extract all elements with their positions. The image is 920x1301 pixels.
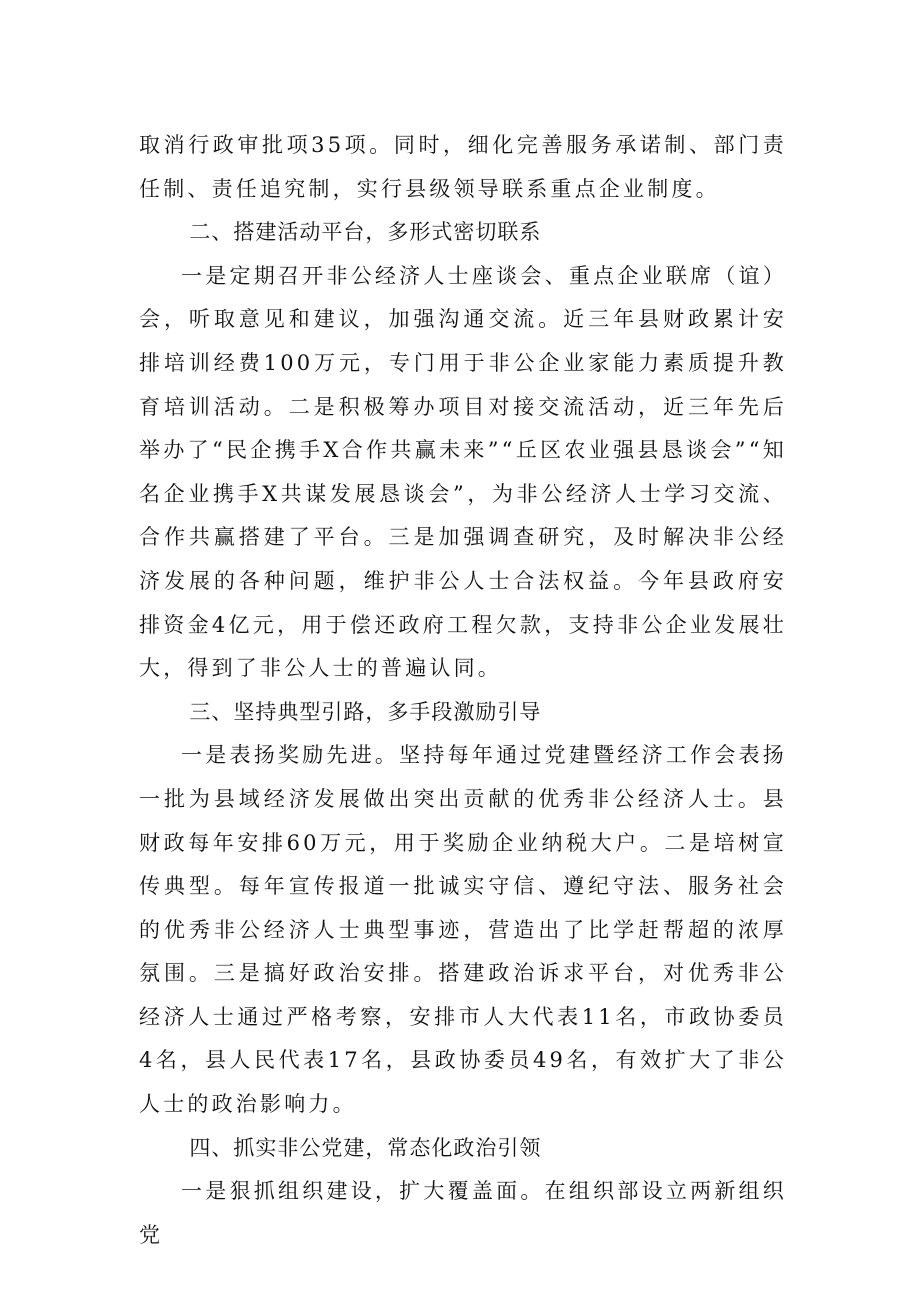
paragraph-activity-platform: 一是定期召开非公经济人士座谈会、重点企业联席（谊）会，听取意见和建议，加强沟通交流。近三年县财政累计安排培训经费100万元，专门用于非公企业家能力素质提升教育培训活动。二是积极筹办项目对接交流活动，近三年先后举办了“民企携手X合作共赢未来”“丘区农业强县恳谈会”“知名企业携手X共谋发展恳谈会”，为非公经济人士学习交流、合作共赢搭建了平台。三是加强调查研究，及时解决非公经济发展的各种问题，维护非公人士合法权益。今年县政府安排资金4亿元，用于偿还政府工程欠款，支持非公企业发展壮大，得到了非公人士的普遍认同。 — [139, 263, 787, 681]
paragraph-typical-models: 一是表扬奖励先进。坚持每年通过党建暨经济工作会表扬一批为县域经济发展做出突出贡献的优秀非公经济人士。县财政每年安排60万元，用于奖励企业纳税大户。二是培树宣传典型。每年宣传报道一批诚实守信、遵纪守法、服务社会的优秀非公经济人士典型事迹，营造出了比学赶帮超的浓厚氛围。三是搞好政治安排。搭建政治诉求平台，对优秀非公经济人士通过严格考察，安排市人大代表11名，市政协委员4名，县人民代表17名，县政协委员49名，有效扩大了非公人士的政治影响力。 — [139, 743, 787, 1117]
paragraph-party-building: 一是狠抓组织建设，扩大覆盖面。在组织部设立两新组织党 — [139, 1179, 787, 1247]
section-heading-4: 四、抓实非公党建，常态化政治引领 — [189, 1135, 542, 1160]
document-body — [139, 124, 787, 1257]
paragraph-approval-items: 取消行政审批项35项。同时，细化完善服务承诺制、部门责任制、责任追究制，实行县级领导联系重点企业制度。 — [139, 133, 787, 201]
section-heading-2: 二、搭建活动平台，多形式密切联系 — [189, 220, 542, 245]
section-heading-3: 三、坚持典型引路，多手段激励引导 — [189, 699, 542, 724]
